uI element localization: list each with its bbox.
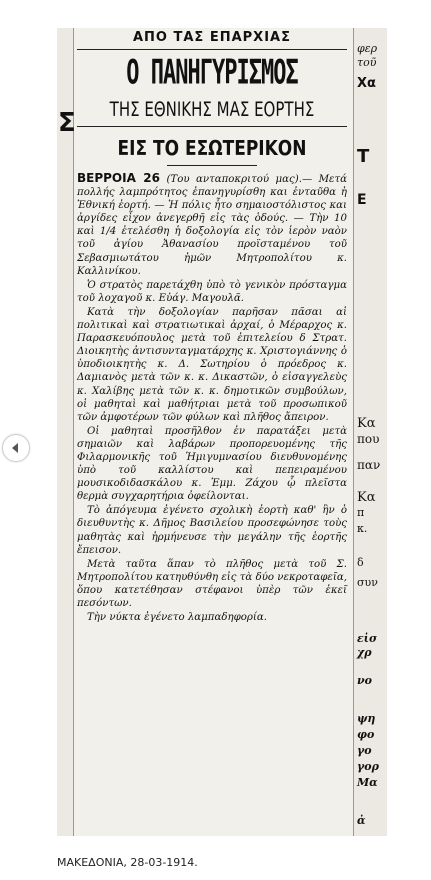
right-fragment: Ε bbox=[357, 192, 367, 208]
paragraph: Οἱ μαθηταὶ προσῆλθον ἐν παρατάξει μετὰ σημαιῶν καὶ λαβάρων προπορευομένης τῆς Φιλαρμονικῆς τοῦ Ἡμιγυμνασίου διευθυνομένης ὑπὸ τοῦ καλλίστου καὶ πεπειραμένου μουσικοδιδασκάλου κ. Ἐμμ. Ζάχου ᾧ πλεῖστα θερμὰ συγχαρητήρια ὀφείλονται. bbox=[77, 425, 347, 503]
paragraph: Ὁ στρατὸς παρετάχθη ὑπὸ τὸ γενικὸν πρόσταγμα τοῦ λοχαγοῦ κ. Εὐάγ. Μαγουλᾶ. bbox=[77, 279, 347, 304]
subheading: ΕΙΣ ΤΟ ΕΣΩΤΕΡΙΚΟΝ bbox=[117, 137, 307, 161]
right-fragment: γο bbox=[357, 744, 372, 757]
right-fragment: γορ bbox=[357, 760, 379, 773]
paragraph: Τὴν νύκτα ἐγένετο λαμπαδηφορία. bbox=[87, 612, 267, 624]
chevron-left-icon bbox=[12, 443, 18, 453]
newspaper-scan bbox=[57, 28, 387, 836]
right-fragment: κ. bbox=[357, 522, 368, 535]
divider bbox=[77, 49, 347, 50]
deck: ΤΗΣ ΕΘΝΙΚΗΣ ΜΑΣ ΕΟΡΤΗΣ bbox=[109, 98, 315, 122]
right-fragment: ἀ bbox=[357, 814, 366, 827]
paragraph bbox=[77, 172, 347, 278]
article-body bbox=[77, 172, 347, 624]
right-fragment: ψη bbox=[357, 712, 376, 725]
right-fragment: Κα bbox=[357, 416, 376, 431]
paragraph: Μετὰ ταῦτα ἅπαν τὸ πλῆθος μετὰ τοῦ Σ. Μητροπολίτου κατηυθύνθη εἰς τὰ δύο νεκροταφεῖα, ὅπου κατετέθησαν στέφανοι ὑπὲρ τῶν ἐκεῖ πεσόντων. bbox=[77, 558, 347, 609]
right-fragment: Τ bbox=[357, 146, 370, 167]
right-fragment: Μα bbox=[357, 776, 378, 789]
dateline: ΒΕΡΡΟΙΑ 26 bbox=[77, 171, 160, 185]
right-fragment: εἰσ bbox=[357, 632, 378, 645]
right-fragment: φερ bbox=[357, 42, 378, 55]
right-fragment: παν bbox=[357, 458, 381, 472]
section-kicker: ΑΠΟ ΤΑΣ ΕΠΑΡΧΙΑΣ bbox=[132, 30, 291, 45]
headline: Ο ΠΑΝΗΓΥΡΙΣΜΟΣ bbox=[126, 54, 298, 93]
right-fragment: δ bbox=[357, 556, 364, 569]
article bbox=[77, 28, 347, 836]
previous-image-button[interactable] bbox=[2, 434, 30, 462]
right-fragment: φο bbox=[357, 728, 375, 741]
right-column-edge bbox=[353, 28, 387, 836]
dateline-text: (Του ανταποκριτού μας).— Μετά πολλής λαμπρότητος ἐπανηγυρίσθη και ἐνταῦθα ἡ Ἐθνική ἑορτή. — Ἡ πόλις ἦτο σημαιοστόλιστος και ἀργίδες εἶχον ἀνεγερθῆ εἰς τὰς ὁδούς. — Τὴν 10 καὶ 1/4 ἐτελέσθη ἡ δοξολογία εἰς τὸν ἱερὸν ναὸν τοῦ ἁγίου Ἀθανασίου προϊσταμένου τοῦ Σεβασμιωτάτου ἡμῶν Μητροπολίτου κ. Καλλινίκου. bbox=[77, 174, 348, 277]
paragraph: Κατὰ τὴν δοξολογίαν παρῆσαν πᾶσαι αἱ πολιτικαὶ καὶ στρατιωτικαὶ ἀρχαί, ὁ Μέραρχος κ. Παρασκευόπουλος μετὰ τοῦ ἐπιτελείου δ Στρατ. Διοικητὴς ἀντισυνταγματάρχης κ. Χριστογιάννης ὁ ὑποδιοικητὴς κ. Δ. Σωτηρίου ὁ πρόεδρος κ. Δαμιανὸς μετὰ τῶν κ. κ. Δικαστῶν, ὁ εἰσαγγελεὺς κ. Χαλίβης μετὰ τῶν κ. κ. δημοτικῶν συμβούλων, οἱ μαθηταὶ καὶ μαθήτριαι μετὰ τοῦ προσωπικοῦ τῶν ἀμφοτέρων τῶν φύλων καὶ πλῆθος ἄπειρον. bbox=[77, 306, 347, 423]
right-fragment: που bbox=[357, 432, 380, 446]
image-caption: ΜΑΚΕΔΟΝΙΑ, 28-03-1914. bbox=[57, 856, 198, 869]
left-fragment: Σ bbox=[58, 108, 76, 138]
left-column-edge bbox=[57, 28, 74, 836]
right-fragment: νο bbox=[357, 674, 372, 687]
right-fragment: Χα bbox=[357, 76, 376, 91]
right-fragment: χρ bbox=[357, 646, 372, 659]
right-fragment: συν bbox=[357, 576, 378, 589]
paragraph: Τὸ ἀπόγευμα ἐγένετο σχολικὴ ἑορτὴ καθ' ἣν ὁ διευθυντὴς κ. Δῆμος Βασιλείου προσεφώνησε τοὺς μαθητὰς καὶ ἡρμήνευσε τὴν μεγάλην τῆς ἑορτῆς ἔπεισον. bbox=[77, 505, 347, 556]
right-fragment: τοῦ bbox=[357, 56, 377, 69]
right-fragment: Κα bbox=[357, 490, 376, 505]
right-fragment: π bbox=[357, 506, 365, 519]
